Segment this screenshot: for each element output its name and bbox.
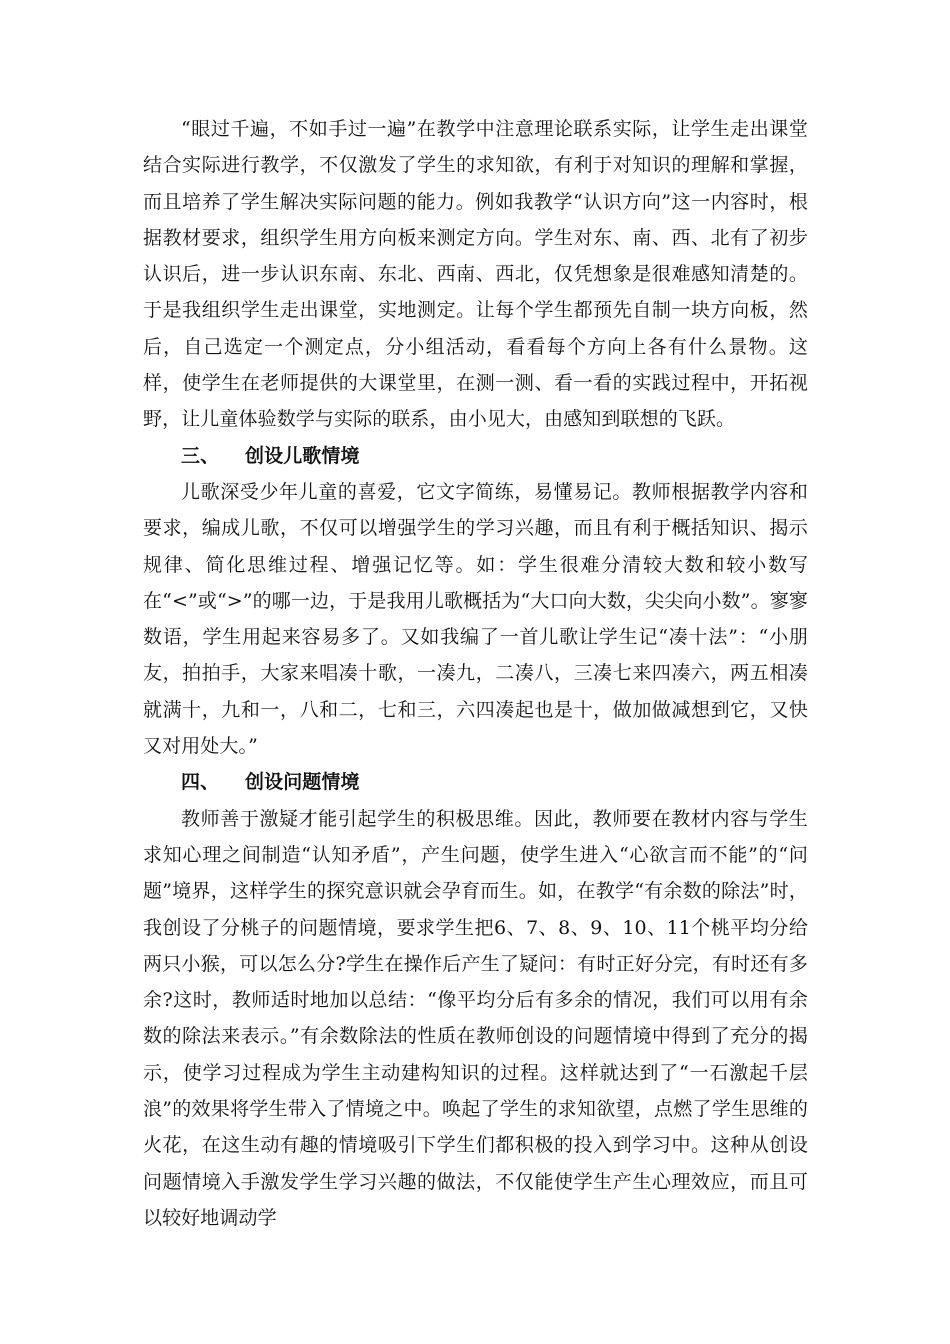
paragraph-hands-on-practice: “眼过千遍，不如手过一遍”在教学中注意理论联系实际，让学生走出课堂结合实际进行教学，不仅激发了学生的求知欲，有利于对知识的理解和掌握，而且培养了学生解决实际问题的能力。例如我教学“认识方向”这一内容时，根据教材要求，组织学生用方向板来测定方向。学生对东、南、西、北有了初步认识后，进一步认识东南、东北、西南、西北，仅凭想象是很难感知清楚的。于是我组织学生走出课堂，实地测定。让每个学生都预先自制一块方向板，然后，自己选定一个测定点，分小组活动，看看每个方向上各有什么景物。这样，使学生在老师提供的大课堂里，在测一测、看一看的实践过程中，开拓视野，让儿童体验数学与实际的联系，由小见大，由感知到联想的飞跃。: [143, 118, 808, 431]
section-number-4: 四、: [181, 771, 220, 794]
paragraph-problem-situation: 教师善于激疑才能引起学生的积极思维。因此，教师要在教材内容与学生求知心理之间制造“认知矛盾”，产生问题，使学生进入“心欲言而不能”的“问题”境界，这样学生的探究意识就会孕育而生。如，在教学“有余数的除法”时，我创设了分桃子的问题情境，要求学生把6、7、8、9、10、11个桃平均分给两只小猴，可以怎么分?学生在操作后产生了疑问：有时正好分完，有时还有多余?这时，教师适时地加以总结：“像平均分后有多余的情况，我们可以用有余数的除法来表示。”有余数除法的性质在教师创设的问题情境中得到了充分的揭示，使学习过程成为学生主动建构知识的过程。这样就达到了“一石激起千层浪”的效果将学生带入了情境之中。唤起了学生的求知欲望，点燃了学生思维的火花，在这生动有趣的情境吸引下学生们都积极的投入到学习中。这种从创设问题情境入手激发学生学习兴趣的做法，不仅能使学生产生心理效应，而且可以较好地调动学: [143, 807, 808, 1229]
section-title-3: 创设儿歌情境: [245, 444, 360, 467]
section-heading-4: [143, 764, 808, 800]
paragraph-nursery-rhyme: 儿歌深受少年儿童的喜爱，它文字简练，易懂易记。教师根据教学内容和要求，编成儿歌，不仅可以增强学生的学习兴趣，而且有利于概括知识、揭示规律、简化思维过程、增强记忆等。如：学生很难分清较大数和较小数写在“<”或“>”的哪一边，于是我用儿歌概括为“大口向大数，尖尖向小数”。寥寥数语，学生用起来容易多了。又如我编了一首儿歌让学生记“凑十法”：“小朋友，拍拍手，大家来唱凑十歌，一凑九，二凑八，三凑七来四凑六，两五相凑就满十，九和一，八和二，七和三，六四凑起也是十，做加做减想到它，又快又对用处大。”: [143, 480, 808, 758]
document-body: [143, 111, 808, 1236]
section-title-4: 创设问题情境: [245, 771, 360, 794]
section-heading-3: [143, 438, 808, 474]
section-number-3: 三、: [181, 444, 220, 467]
